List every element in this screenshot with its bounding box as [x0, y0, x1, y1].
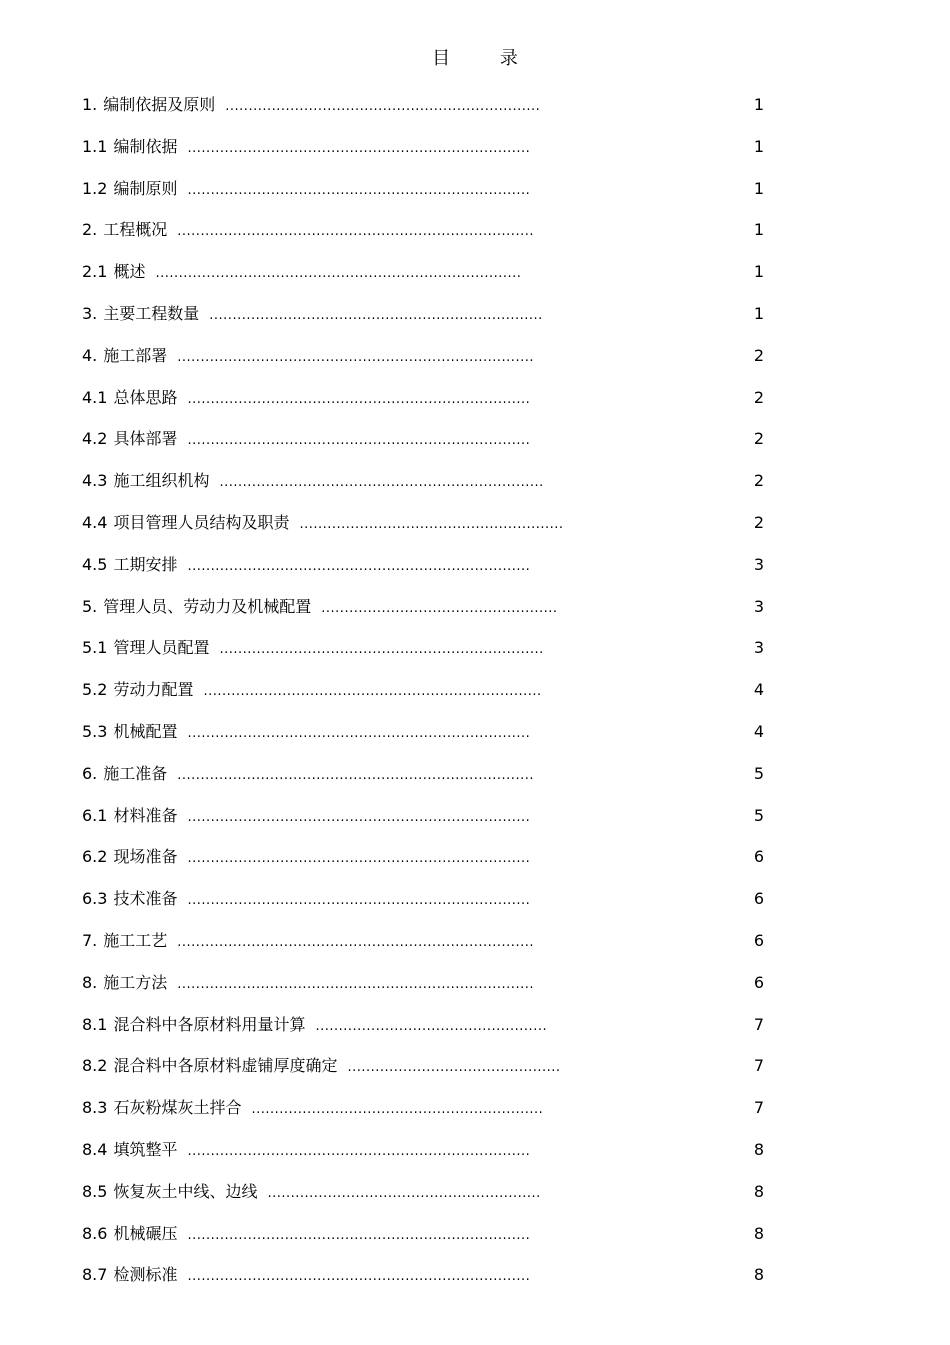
toc-entry-label: 混合料中各原材料用量计算: [113, 1014, 306, 1034]
toc-entry-label: 材料准备: [113, 805, 178, 825]
toc-entry-page-number: 7: [753, 1014, 764, 1034]
toc-entry-number: 5.2: [82, 680, 108, 700]
toc-entry-page-number: 7: [753, 1098, 764, 1118]
toc-entry[interactable]: [82, 719, 772, 761]
toc-entry-page-number: 2: [753, 387, 764, 407]
toc-entry[interactable]: [82, 1053, 772, 1095]
toc-entry[interactable]: [82, 301, 772, 343]
toc-entry-page-number: 8: [753, 1139, 764, 1159]
toc-entry-number: 8.: [82, 972, 98, 992]
toc-entry-label: 机械碾压: [113, 1223, 178, 1243]
toc-entry-number: 4.3: [82, 471, 108, 491]
toc-entry-leader-dots: ..................................................: [315, 1018, 548, 1034]
toc-entry-leader-dots: ..........................................................................: [187, 893, 531, 909]
toc-entry-label: 工程概况: [103, 220, 168, 240]
toc-entry-label: 劳动力配置: [113, 680, 194, 700]
toc-entry[interactable]: [82, 1262, 772, 1304]
toc-entry-leader-dots: ..........................................................................: [187, 809, 531, 825]
toc-entry-leader-dots: .............................................................................: [177, 934, 534, 950]
toc-entry[interactable]: [82, 468, 772, 510]
toc-entry-page-number: 1: [753, 95, 764, 114]
toc-entry-leader-dots: ..........................................................................: [187, 140, 531, 156]
toc-entry[interactable]: [82, 1095, 772, 1137]
toc-entry-label: 管理人员配置: [113, 638, 210, 658]
toc-entry-number: 8.2: [82, 1056, 108, 1076]
toc-entry[interactable]: [82, 928, 772, 970]
toc-entry-page-number: 8: [753, 1265, 764, 1285]
toc-entry-page-number: 2: [753, 471, 764, 491]
toc-entry-number: 1.2: [82, 178, 108, 198]
toc-entry-page-number: 8: [753, 1223, 764, 1243]
toc-entry[interactable]: [82, 134, 772, 176]
toc-entry-page-number: 5: [753, 805, 764, 825]
toc-entry-leader-dots: .............................................................................: [177, 767, 534, 783]
toc-entry-label: 编制原则: [113, 178, 178, 198]
toc-entry-leader-dots: ........................................................................: [209, 307, 543, 323]
toc-entry-label: 项目管理人员结构及职责: [113, 512, 290, 532]
toc-entry[interactable]: [82, 1221, 772, 1263]
toc-entry-label: 主要工程数量: [103, 303, 200, 323]
toc-entry[interactable]: [82, 1012, 772, 1054]
toc-entry-leader-dots: ..........................................................................: [187, 182, 531, 198]
toc-entry-leader-dots: ..........................................................................: [187, 1269, 531, 1285]
toc-entry[interactable]: [82, 217, 772, 259]
toc-entry-leader-dots: ..........................................................................: [187, 1227, 531, 1243]
toc-entry-label: 管理人员、劳动力及机械配置: [103, 596, 312, 616]
toc-entry[interactable]: [82, 176, 772, 218]
toc-entry-number: 4.5: [82, 554, 108, 574]
toc-entry-leader-dots: ..........................................................................: [187, 433, 531, 449]
toc-entry-label: 检测标准: [113, 1265, 178, 1285]
toc-entry[interactable]: [82, 259, 772, 301]
toc-entry-leader-dots: ......................................................................: [219, 642, 544, 658]
toc-entry-label: 编制依据: [113, 136, 178, 156]
toc-entry-leader-dots: ...........................................................: [267, 1185, 541, 1201]
toc-entry[interactable]: [82, 635, 772, 677]
toc-entry-leader-dots: .............................................................................: [177, 349, 534, 365]
toc-entry-leader-dots: ..........................................................................: [187, 851, 531, 867]
toc-entry-label: 施工工艺: [103, 930, 168, 950]
toc-entry-label: 填筑整平: [113, 1139, 178, 1159]
toc-entry[interactable]: [82, 1137, 772, 1179]
toc-entry-page-number: 6: [753, 847, 764, 867]
toc-entry-number: 4.: [82, 345, 98, 365]
toc-entry-page-number: 1: [753, 178, 764, 198]
toc-entry-leader-dots: .........................................................................: [203, 684, 542, 700]
toc-entry-page-number: 2: [753, 429, 764, 449]
toc-entry-label: 工期安排: [113, 554, 178, 574]
toc-entry-number: 1.: [82, 95, 98, 114]
toc-entry[interactable]: [82, 510, 772, 552]
toc-entry-number: 2.: [82, 220, 98, 240]
toc-entry-number: 8.1: [82, 1014, 108, 1034]
toc-entry[interactable]: [82, 677, 772, 719]
toc-entry-label: 施工组织机构: [113, 471, 210, 491]
toc-entry-page-number: 6: [753, 972, 764, 992]
toc-entry-page-number: 1: [753, 262, 764, 282]
toc-entry[interactable]: [82, 970, 772, 1012]
toc-entry-number: 6.: [82, 763, 98, 783]
toc-entry-label: 编制依据及原则: [103, 95, 216, 114]
toc-entry-number: 8.3: [82, 1098, 108, 1118]
toc-entry-page-number: 4: [753, 680, 764, 700]
toc-entry-leader-dots: .............................................................................: [177, 976, 534, 992]
toc-entry-page-number: 8: [753, 1181, 764, 1201]
toc-entry-number: 5.1: [82, 638, 108, 658]
toc-entry-page-number: 6: [753, 930, 764, 950]
toc-entry-label: 技术准备: [113, 889, 178, 909]
toc-entry-page-number: 1: [753, 220, 764, 240]
toc-entry-number: 5.3: [82, 721, 108, 741]
toc-entry-page-number: 5: [753, 763, 764, 783]
toc-entry-label: 石灰粉煤灰土拌合: [113, 1098, 242, 1118]
toc-entry-leader-dots: ...................................................: [321, 600, 558, 616]
toc-entry[interactable]: [82, 886, 772, 928]
toc-entry-number: 8.4: [82, 1139, 108, 1159]
toc-entry-label: 机械配置: [113, 721, 178, 741]
toc-entry-leader-dots: .........................................................: [299, 516, 564, 532]
toc-entry-number: 6.1: [82, 805, 108, 825]
toc-entry-leader-dots: ..........................................................................: [187, 391, 531, 407]
toc-entry-label: 恢复灰土中线、边线: [113, 1181, 258, 1201]
toc-entry-label: 施工部署: [103, 345, 168, 365]
toc-entry-leader-dots: ..........................................................................: [187, 725, 531, 741]
toc-entry-number: 8.6: [82, 1223, 108, 1243]
toc-entry-page-number: 4: [753, 721, 764, 741]
toc-entry-number: 5.: [82, 596, 98, 616]
toc-entry-page-number: 2: [753, 345, 764, 365]
toc-entry-number: 8.5: [82, 1181, 108, 1201]
toc-entry[interactable]: [82, 385, 772, 427]
toc-entry-label: 施工方法: [103, 972, 168, 992]
toc-entry[interactable]: [82, 343, 772, 385]
toc-entry-leader-dots: ..........................................................................: [187, 558, 531, 574]
toc-entry-page-number: 2: [753, 512, 764, 532]
toc-entry-label: 具体部署: [113, 429, 178, 449]
toc-entry-page-number: 7: [753, 1056, 764, 1076]
toc-entry-number: 8.7: [82, 1265, 108, 1285]
toc-entry[interactable]: [82, 594, 772, 636]
toc-entry-label: 混合料中各原材料虚铺厚度确定: [113, 1056, 338, 1076]
toc-entry-label: 总体思路: [113, 387, 178, 407]
toc-entry-leader-dots: ......................................................................: [219, 475, 544, 491]
toc-entry[interactable]: [82, 761, 772, 803]
toc-entry-label: 施工准备: [103, 763, 168, 783]
toc-entry[interactable]: [82, 803, 772, 845]
toc-entry-number: 6.2: [82, 847, 108, 867]
toc-entry[interactable]: [82, 552, 772, 594]
toc-entry-number: 4.2: [82, 429, 108, 449]
toc-entry-leader-dots: ..........................................................................: [187, 1143, 531, 1159]
toc-list: [82, 92, 772, 1304]
toc-entry[interactable]: [82, 844, 772, 886]
toc-entry-label: 现场准备: [113, 847, 178, 867]
toc-entry-leader-dots: .............................................................................: [177, 224, 534, 240]
toc-entry-leader-dots: ....................................................................: [225, 99, 541, 114]
toc-entry-page-number: 1: [753, 136, 764, 156]
toc-entry[interactable]: [82, 1179, 772, 1221]
toc-entry-number: 6.3: [82, 889, 108, 909]
toc-entry[interactable]: [82, 92, 772, 134]
toc-entry-page-number: 3: [753, 596, 764, 616]
toc-entry-number: 7.: [82, 930, 98, 950]
toc-entry[interactable]: [82, 426, 772, 468]
toc-entry-number: 1.1: [82, 136, 108, 156]
toc-entry-leader-dots: ...............................................................: [251, 1102, 544, 1118]
toc-entry-number: 2.1: [82, 262, 108, 282]
toc-entry-number: 4.4: [82, 512, 108, 532]
toc-entry-label: 概述: [113, 262, 146, 282]
toc-entry-page-number: 3: [753, 554, 764, 574]
toc-title: 目 录: [432, 48, 540, 69]
toc-entry-number: 4.1: [82, 387, 108, 407]
toc-entry-page-number: 3: [753, 638, 764, 658]
toc-entry-number: 3.: [82, 303, 98, 323]
toc-entry-leader-dots: ...............................................................................: [155, 266, 522, 282]
toc-entry-page-number: 6: [753, 889, 764, 909]
toc-entry-leader-dots: ..............................................: [347, 1060, 561, 1076]
toc-entry-page-number: 1: [753, 303, 764, 323]
